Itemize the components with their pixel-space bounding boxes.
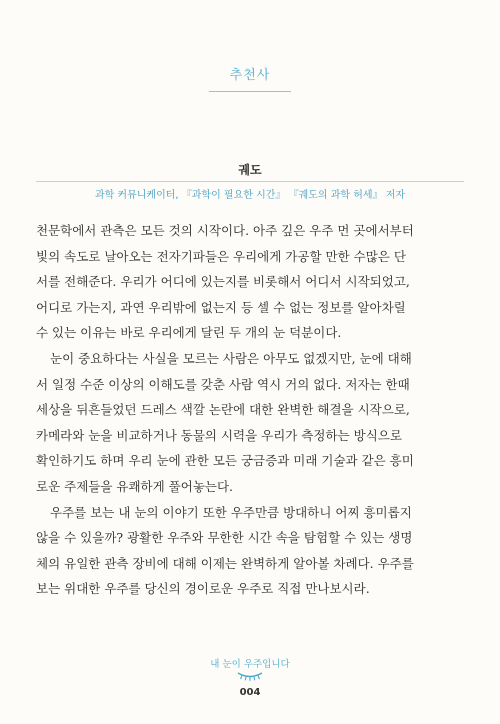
text-line: 어디로 가는지, 과연 우리밖에 없는지 등 셀 수 없는 정보를 알아차릴 [36,299,406,315]
text-line: 천문학에서 관측은 모든 것의 시작이다. 아주 깊은 우주 먼 곳에서부터 [36,223,414,238]
text-line: 서 일정 수준 이상의 이해도를 갖춘 사람 역시 거의 없다. 저자는 한때 [36,376,410,392]
text-line: 빛의 속도로 날아오는 전자기파들은 우리에게 가공할 만한 수많은 단 [36,248,406,264]
paragraph-1 [36,218,468,346]
author-description: 과학 커뮤니케이터, 『과학이 필요한 시간』 『궤도의 과학 허세』 저자 [94,190,406,201]
paragraph-3 [36,500,468,602]
text-line: 수 있는 이유는 바로 우리에게 달린 두 개의 눈 덕분이다. [36,325,342,341]
paragraph-2 [36,346,468,500]
author-name: 궤도 [238,163,262,177]
text-line: 로운 주제들을 유쾌하게 풀어놓는다. [36,478,234,494]
text-line: 서를 전해준다. 우리가 어디에 있는지를 비롯해서 어디서 시작되었고, [36,274,410,290]
text-line: 세상을 뒤흔들었던 드레스 색깔 논란에 대한 완벽한 해결을 시작으로, [36,402,410,418]
text-line: 눈이 중요하다는 사실을 모르는 사람은 아무도 없겠지만, 눈에 대해 [50,350,412,366]
author-divider [36,181,464,182]
text-line: 확인하기도 하며 우리 눈에 관한 모든 궁금증과 미래 기술과 같은 흥미 [36,453,414,469]
body-text [36,218,468,602]
text-line: 카메라와 눈을 비교하거나 동물의 시력을 우리가 측정하는 방식으로 [36,427,402,443]
footer-book-title: 내 눈이 우주입니다 [210,659,290,670]
text-line: 체의 유일한 관측 장비에 대해 이제는 완벽하게 알아볼 차례다. 우주를 [36,555,414,571]
section-title: 추천사 [229,68,271,83]
text-line: 보는 위대한 우주를 당신의 경이로운 우주로 직접 만나보시라. [36,581,370,597]
section-title-underline [209,91,291,92]
text-line: 않을 수 있을까? 광활한 우주와 무한한 시간 속을 탐험할 수 있는 생명 [36,530,413,546]
closed-eye-lashes-icon [235,671,265,681]
page-number: 004 [239,687,261,698]
text-line: 우주를 보는 내 눈의 이야기 또한 우주만큼 방대하니 어찌 흥미롭지 [50,504,412,520]
